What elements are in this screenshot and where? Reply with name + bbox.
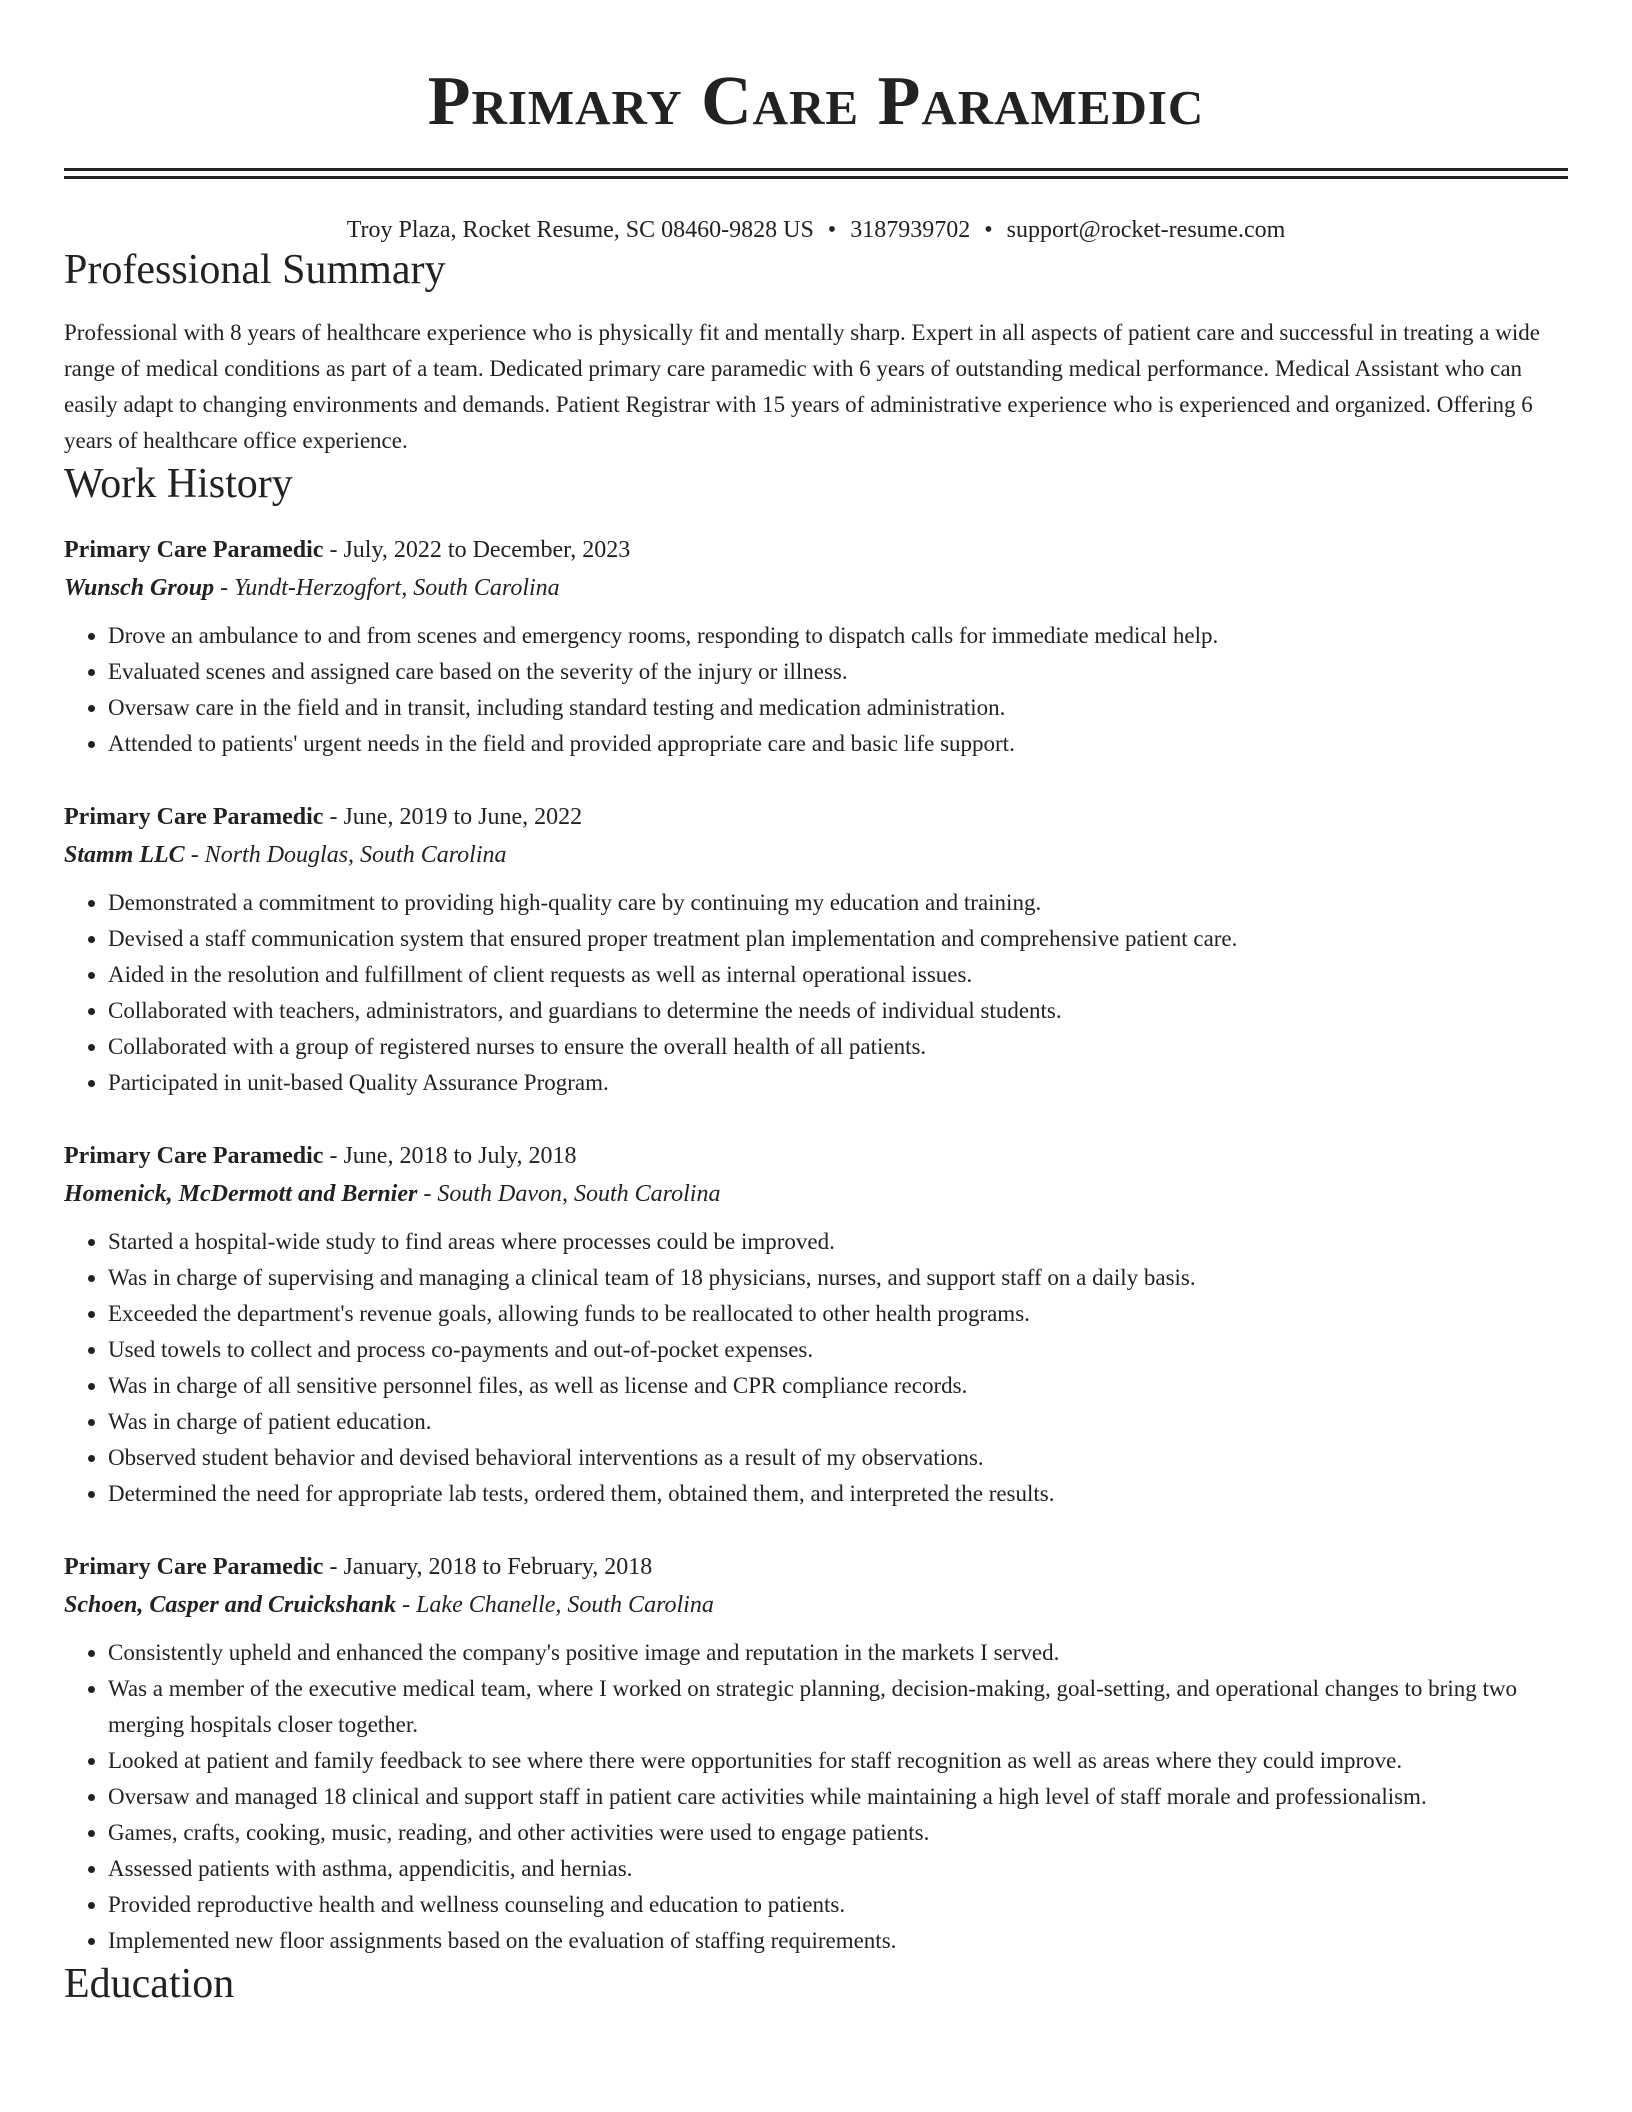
job-title: Primary Care Paramedic [64, 1143, 324, 1169]
job-bullet: • Observed student behavior and devised behavioral interventions as a result of my observations. [108, 1440, 1568, 1476]
job-dates: - July, 2022 to December, 2023 [323, 537, 631, 563]
job-bullet: • Consistently upheld and enhanced the company's positive image and reputation in the markets I served. [108, 1635, 1568, 1671]
job-header [64, 802, 1568, 832]
job-bullet: • Determined the need for appropriate lab tests, ordered them, obtained them, and interpreted the results. [108, 1476, 1568, 1512]
summary-text: Professional with 8 years of healthcare experience who is physically fit and mentally sharp. Expert in all aspects of patient care and successful in treating a wide range of medical conditions as part of a team. Dedicated primary care paramedic with 6 years of outstanding medical performance. Medical Assistant who can easily adapt to changing environments and demands. Patient Registrar with 15 years of administrative experience who is experienced and organized. Offering 6 years of healthcare office experience. [64, 320, 1540, 453]
job-bullet: • Provided reproductive health and wellness counseling and education to patients. [108, 1887, 1568, 1923]
contact-line [64, 215, 1568, 245]
contact-address: Troy Plaza, Rocket Resume, SC 08460-9828 US [346, 217, 814, 243]
job-bullet: • Used towels to collect and process co-payments and out-of-pocket expenses. [108, 1332, 1568, 1368]
work-history-list [64, 535, 1568, 1959]
job-bullet: • Oversaw and managed 18 clinical and support staff in patient care activities while maintaining a high level of staff morale and professionalism. [108, 1779, 1568, 1815]
job-location: - North Douglas, South Carolina [184, 842, 507, 868]
job-bullet: • Collaborated with a group of registered nurses to ensure the overall health of all patients. [108, 1029, 1568, 1065]
job-dates: - June, 2018 to July, 2018 [323, 1143, 577, 1169]
job-bullet: • Drove an ambulance to and from scenes and emergency rooms, responding to dispatch calls for immediate medical help. [108, 618, 1568, 654]
job-company: Stamm LLC [64, 842, 185, 868]
summary-heading: Professional Summary [64, 247, 446, 293]
education-heading: Education [64, 1961, 235, 2007]
job-dates: - January, 2018 to February, 2018 [323, 1554, 653, 1580]
resume-page [64, 0, 1568, 2009]
job-location: - Yundt-Herzogfort, South Carolina [214, 575, 560, 601]
job-bullet: • Exceeded the department's revenue goals, allowing funds to be reallocated to other health programs. [108, 1296, 1568, 1332]
work-history-heading: Work History [64, 461, 293, 507]
job-bullet: • Demonstrated a commitment to providing high-quality care by continuing my education and training. [108, 885, 1568, 921]
job-bullet: • Implemented new floor assignments based on the evaluation of staffing requirements. [108, 1923, 1568, 1959]
job-company: Homenick, McDermott and Bernier [64, 1181, 418, 1207]
contact-separator: • [984, 217, 993, 243]
job-bullet: • Collaborated with teachers, administrators, and guardians to determine the needs of individual students. [108, 993, 1568, 1029]
job-title: Primary Care Paramedic [64, 1554, 324, 1580]
job-location: - South Davon, South Carolina [417, 1181, 721, 1207]
job-bullet: • Was a member of the executive medical team, where I worked on strategic planning, decision-making, goal-setting, and operational changes to bring two merging hospitals closer together. [108, 1671, 1568, 1743]
contact-phone: 3187939702 [850, 217, 971, 243]
job-bullet: • Was in charge of supervising and managing a clinical team of 18 physicians, nurses, and support staff on a daily basis. [108, 1260, 1568, 1296]
job-bullet: • Assessed patients with asthma, appendicitis, and hernias. [108, 1851, 1568, 1887]
job-company: Schoen, Casper and Cruickshank [64, 1592, 397, 1618]
job-bullet: • Started a hospital-wide study to find areas where processes could be improved. [108, 1224, 1568, 1260]
job-bullet: • Participated in unit-based Quality Assurance Program. [108, 1065, 1568, 1101]
job-bullet: • Was in charge of patient education. [108, 1404, 1568, 1440]
job-bullet: • Attended to patients' urgent needs in the field and provided appropriate care and basic life support. [108, 726, 1568, 762]
job-location: - Lake Chanelle, South Carolina [396, 1592, 714, 1618]
job-bullet: • Looked at patient and family feedback to see where there were opportunities for staff recognition as well as areas where they could improve. [108, 1743, 1568, 1779]
job-bullet-list [64, 618, 1568, 762]
job-entry [64, 1141, 1568, 1512]
job-bullet-list [64, 1224, 1568, 1512]
job-header [64, 535, 1568, 565]
job-employer [64, 1179, 1568, 1209]
job-dates: - June, 2019 to June, 2022 [323, 804, 583, 830]
job-bullet: • Games, crafts, cooking, music, reading, and other activities were used to engage patients. [108, 1815, 1568, 1851]
job-entry [64, 535, 1568, 762]
job-bullet: • Oversaw care in the field and in transit, including standard testing and medication administration. [108, 690, 1568, 726]
job-entry [64, 802, 1568, 1101]
job-header [64, 1552, 1568, 1582]
header-divider [64, 168, 1568, 179]
job-header [64, 1141, 1568, 1171]
resume-name: Primary Care Paramedic [427, 63, 1205, 140]
job-title: Primary Care Paramedic [64, 804, 324, 830]
job-bullet-list [64, 1635, 1568, 1959]
job-entry [64, 1552, 1568, 1959]
job-bullet: • Was in charge of all sensitive personnel files, as well as license and CPR compliance records. [108, 1368, 1568, 1404]
job-employer [64, 840, 1568, 870]
job-employer [64, 573, 1568, 603]
job-company: Wunsch Group [64, 575, 215, 601]
job-bullet: • Evaluated scenes and assigned care based on the severity of the injury or illness. [108, 654, 1568, 690]
job-bullet: • Aided in the resolution and fulfillment of client requests as well as internal operational issues. [108, 957, 1568, 993]
job-employer [64, 1590, 1568, 1620]
job-bullet-list [64, 885, 1568, 1101]
contact-email: support@rocket-resume.com [1006, 217, 1286, 243]
contact-separator: • [827, 217, 837, 243]
job-title: Primary Care Paramedic [64, 537, 324, 563]
job-bullet: • Devised a staff communication system that ensured proper treatment plan implementation and comprehensive patient care. [108, 921, 1568, 957]
